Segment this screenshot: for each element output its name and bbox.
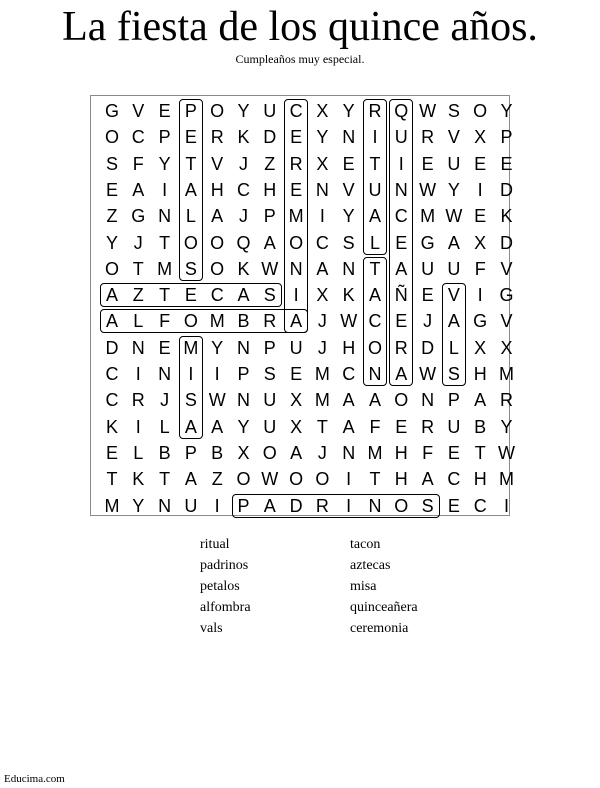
grid-letter: R xyxy=(210,127,224,148)
grid-letter: A xyxy=(395,258,408,279)
grid-letter: A xyxy=(237,285,250,306)
word-list-item: ritual xyxy=(200,537,230,552)
grid-letter: Y xyxy=(316,127,329,148)
grid-letter: A xyxy=(421,469,434,490)
grid-letter: C xyxy=(368,311,382,332)
grid-letter: D xyxy=(500,179,513,200)
grid-letter: X xyxy=(474,337,487,358)
grid-letter: J xyxy=(160,390,170,411)
grid-letter: E xyxy=(105,179,118,200)
grid-letter: S xyxy=(447,364,460,384)
grid-letter: R xyxy=(421,127,435,148)
grid-letter: O xyxy=(210,232,225,253)
grid-letter: I xyxy=(346,495,352,516)
grid-letter: P xyxy=(263,206,276,227)
grid-letter: O xyxy=(394,495,409,516)
grid-letter: Y xyxy=(237,416,250,437)
grid-letter: J xyxy=(317,337,327,358)
grid-letter: M xyxy=(183,337,199,358)
grid-letter: L xyxy=(133,442,144,463)
grid-letter: P xyxy=(237,364,250,384)
grid-letter: J xyxy=(317,442,327,463)
grid-letter: E xyxy=(395,232,408,253)
grid-letter: P xyxy=(263,337,276,358)
grid-letter: N xyxy=(131,337,145,358)
grid-letter: A xyxy=(263,232,276,253)
grid-letter: W xyxy=(498,442,515,463)
grid-letter: E xyxy=(421,153,434,174)
grid-letter: A xyxy=(290,442,303,463)
grid-letter: A xyxy=(395,364,408,384)
grid-letter: D xyxy=(500,232,513,253)
grid-letter: M xyxy=(314,364,330,384)
grid-letter: K xyxy=(500,206,513,227)
grid-letter: N xyxy=(237,337,250,358)
grid-letter: X xyxy=(500,337,513,358)
grid-letter: T xyxy=(106,469,118,490)
grid-letter: E xyxy=(474,206,487,227)
grid-letter: R xyxy=(315,495,329,516)
grid-letter: L xyxy=(448,337,459,358)
grid-letter: I xyxy=(372,127,378,148)
grid-letter: W xyxy=(419,364,437,384)
found-word-outline xyxy=(100,309,308,333)
grid-letter: E xyxy=(500,153,513,174)
grid-letter: T xyxy=(369,258,381,279)
grid-letter: C xyxy=(237,179,250,200)
word-list-item: aztecas xyxy=(350,558,391,573)
grid-letter: C xyxy=(131,127,145,148)
grid-letter: S xyxy=(342,232,355,253)
grid-letter: M xyxy=(420,206,436,227)
grid-letter: E xyxy=(342,153,355,174)
grid-letter: E xyxy=(421,285,434,306)
word-list-item: misa xyxy=(350,579,377,594)
grid-letter: M xyxy=(314,390,330,411)
grid-letter: W xyxy=(261,469,279,490)
grid-letter: N xyxy=(421,390,435,411)
grid-letter: H xyxy=(210,179,224,200)
grid-letter: Q xyxy=(236,232,251,253)
grid-letter: F xyxy=(369,416,381,437)
grid-letter: X xyxy=(316,153,329,174)
grid-letter: D xyxy=(289,495,303,516)
grid-letter: V xyxy=(500,311,513,332)
grid-letter: R xyxy=(263,311,277,332)
grid-letter: E xyxy=(395,416,408,437)
grid-letter: H xyxy=(394,442,408,463)
grid-letter: P xyxy=(184,442,197,463)
grid-letter: C xyxy=(105,390,119,411)
grid-letter: W xyxy=(445,206,463,227)
grid-letter: I xyxy=(188,364,194,384)
grid-letter: W xyxy=(208,390,226,411)
grid-letter: I xyxy=(293,285,299,306)
grid-letter: J xyxy=(239,153,248,174)
found-word-outline xyxy=(442,283,466,386)
grid-letter: T xyxy=(474,442,486,463)
grid-letter: J xyxy=(317,311,327,332)
grid-letter: N xyxy=(342,127,356,148)
grid-letter: K xyxy=(237,127,250,148)
grid-letter: C xyxy=(342,364,356,384)
grid-letter: E xyxy=(290,179,303,200)
grid-letter: C xyxy=(447,469,461,490)
word-list-item: quinceañera xyxy=(350,600,418,615)
grid-letter: E xyxy=(158,101,171,121)
grid-letter: X xyxy=(474,127,487,148)
grid-letter: X xyxy=(316,101,329,121)
grid-letter: O xyxy=(262,442,277,463)
grid-letter: W xyxy=(419,179,437,200)
grid-letter: A xyxy=(447,232,460,253)
grid-letter: W xyxy=(419,101,437,121)
grid-letter: T xyxy=(159,285,171,306)
grid-letter: T xyxy=(185,153,197,174)
word-search-grid xyxy=(90,95,515,516)
grid-letter: H xyxy=(394,469,408,490)
grid-letter: A xyxy=(368,390,381,411)
found-word-outline xyxy=(232,494,440,518)
grid-letter: A xyxy=(105,285,118,306)
grid-letter: R xyxy=(500,390,513,411)
grid-letter: J xyxy=(423,311,433,332)
grid-letter: Y xyxy=(158,153,171,174)
grid-letter: I xyxy=(319,206,325,227)
grid-letter: E xyxy=(447,495,460,516)
grid-letter: M xyxy=(367,442,383,463)
grid-letter: R xyxy=(131,390,145,411)
grid-letter: A xyxy=(447,311,460,332)
word-list-item: petalos xyxy=(200,579,240,594)
grid-letter: U xyxy=(263,101,277,121)
grid-letter: Z xyxy=(132,285,144,306)
grid-letter: T xyxy=(369,153,381,174)
grid-letter: W xyxy=(340,311,358,332)
found-word-outline xyxy=(363,257,387,386)
found-word-outline xyxy=(100,283,282,307)
grid-letter: C xyxy=(315,232,329,253)
grid-letter: Y xyxy=(237,101,250,121)
grid-letter: E xyxy=(290,127,303,148)
grid-letter: M xyxy=(499,364,514,384)
grid-letter: S xyxy=(184,258,197,279)
grid-letter: T xyxy=(316,416,328,437)
grid-letter: V xyxy=(447,127,460,148)
grid-letter: V xyxy=(132,101,145,121)
grid-letter: U xyxy=(263,416,277,437)
grid-letter: A xyxy=(184,469,197,490)
grid-letter: U xyxy=(263,390,277,411)
grid-letter: K xyxy=(237,258,250,279)
grid-letter: T xyxy=(369,469,381,490)
grid-letter: U xyxy=(421,258,435,279)
grid-letter: Y xyxy=(105,232,118,253)
grid-letter: S xyxy=(263,364,276,384)
grid-letter: U xyxy=(447,416,461,437)
grid-letter: H xyxy=(473,364,487,384)
grid-letter: A xyxy=(368,206,381,227)
grid-letter: K xyxy=(105,416,118,437)
grid-letter: E xyxy=(290,364,303,384)
grid-letter: M xyxy=(157,258,173,279)
grid-letter: M xyxy=(104,495,120,516)
grid-letter: E xyxy=(474,153,487,174)
grid-letter: A xyxy=(342,416,355,437)
grid-letter: G xyxy=(473,311,488,332)
grid-letter: L xyxy=(133,311,144,332)
grid-letter: O xyxy=(289,469,304,490)
grid-letter: F xyxy=(474,258,486,279)
grid-letter: P xyxy=(447,390,460,411)
grid-letter: O xyxy=(104,258,119,279)
grid-letter: O xyxy=(367,337,382,358)
grid-letter: V xyxy=(447,285,460,306)
grid-letter: N xyxy=(158,206,172,227)
grid-letter: U xyxy=(184,495,198,516)
grid-letter: A xyxy=(368,285,381,306)
grid-letter: M xyxy=(209,311,225,332)
grid-letter: Y xyxy=(500,101,513,121)
grid-letter: P xyxy=(237,495,250,516)
grid-letter: Z xyxy=(264,153,276,174)
grid-letter: A xyxy=(342,390,355,411)
grid-letter: F xyxy=(159,311,171,332)
grid-letter: X xyxy=(474,232,487,253)
grid-letter: Y xyxy=(342,101,355,121)
grid-letter: N xyxy=(368,364,382,384)
grid-letter: I xyxy=(477,285,483,306)
grid-letter: T xyxy=(132,258,144,279)
grid-letter: D xyxy=(105,337,119,358)
grid-letter: Y xyxy=(211,337,224,358)
grid-letter: B xyxy=(474,416,487,437)
grid-letter: K xyxy=(132,469,145,490)
grid-letter: I xyxy=(135,364,141,384)
grid-letter: E xyxy=(184,285,197,306)
page-title: La fiesta de los quince años. xyxy=(62,4,538,50)
grid-letter: I xyxy=(477,179,483,200)
grid-letter: H xyxy=(342,337,356,358)
grid-letter: Ñ xyxy=(394,285,408,306)
grid-letter: I xyxy=(214,364,220,384)
grid-letter: S xyxy=(263,285,276,306)
grid-letter: G xyxy=(499,285,514,306)
grid-letter: Y xyxy=(342,206,355,227)
footer-site-name: Educima.com xyxy=(4,773,65,785)
grid-letter: C xyxy=(473,495,487,516)
grid-letter: J xyxy=(239,206,248,227)
grid-letter: A xyxy=(105,311,118,332)
grid-letter: X xyxy=(316,285,329,306)
grid-letter: B xyxy=(158,442,171,463)
grid-letter: N xyxy=(342,258,356,279)
grid-letter: O xyxy=(473,101,488,121)
grid-letter: H xyxy=(473,469,487,490)
grid-letter: A xyxy=(184,179,197,200)
found-word-outline xyxy=(179,336,203,439)
grid-letter: B xyxy=(211,442,224,463)
grid-letter: I xyxy=(503,495,509,516)
grid-letter: H xyxy=(263,179,277,200)
grid-letter: G xyxy=(420,232,435,253)
grid-letter: R xyxy=(368,101,382,121)
grid-letter: K xyxy=(342,285,355,306)
grid-letter: O xyxy=(210,101,225,121)
grid-letter: E xyxy=(105,442,118,463)
grid-letter: Z xyxy=(106,206,118,227)
grid-letter: U xyxy=(394,127,408,148)
grid-letter: C xyxy=(210,285,224,306)
grid-letter: U xyxy=(447,258,461,279)
grid-letter: U xyxy=(368,179,382,200)
grid-letter: M xyxy=(288,206,304,227)
word-list-item: ceremonia xyxy=(350,621,409,636)
grid-letter: S xyxy=(105,153,118,174)
grid-letter: C xyxy=(289,101,303,121)
grid-letter: A xyxy=(263,495,276,516)
grid-letter: L xyxy=(159,416,170,437)
grid-letter: N xyxy=(394,179,408,200)
grid-letter: E xyxy=(158,337,171,358)
grid-letter: Y xyxy=(500,416,513,437)
found-word-outline xyxy=(363,99,387,255)
word-list-item: tacon xyxy=(350,537,381,552)
grid-letter: L xyxy=(185,206,196,227)
grid-letter: V xyxy=(500,258,513,279)
grid-letter: S xyxy=(421,495,434,516)
grid-letter: N xyxy=(315,179,329,200)
grid-letter: A xyxy=(290,311,303,332)
grid-letter: Y xyxy=(447,179,460,200)
grid-letter: M xyxy=(499,469,514,490)
grid-letter: E xyxy=(395,311,408,332)
grid-letter: I xyxy=(398,153,404,174)
grid-letter: E xyxy=(184,127,197,148)
grid-letter: O xyxy=(183,232,198,253)
grid-letter: I xyxy=(162,179,168,200)
grid-letter: W xyxy=(261,258,279,279)
grid-letter: D xyxy=(263,127,277,148)
page-subtitle: Cumpleaños muy especial. xyxy=(235,52,365,66)
grid-letter: P xyxy=(500,127,513,148)
grid-letter: I xyxy=(135,416,141,437)
grid-letter: A xyxy=(184,416,197,437)
grid-letter: V xyxy=(211,153,224,174)
grid-letter: F xyxy=(422,442,434,463)
grid-letter: N xyxy=(342,442,356,463)
grid-letter: S xyxy=(447,101,460,121)
grid-letter: C xyxy=(105,364,119,384)
grid-letter: S xyxy=(184,390,197,411)
grid-letter: Z xyxy=(211,469,223,490)
grid-letter: O xyxy=(183,311,198,332)
grid-letter: D xyxy=(421,337,435,358)
grid-letter: A xyxy=(316,258,329,279)
grid-letter: O xyxy=(289,232,304,253)
grid-letter: N xyxy=(237,390,250,411)
found-word-outline xyxy=(389,99,413,386)
grid-letter: G xyxy=(131,206,146,227)
grid-letter: A xyxy=(132,179,145,200)
grid-letter: P xyxy=(158,127,171,148)
grid-letter: Q xyxy=(394,101,409,121)
grid-letter: N xyxy=(158,495,172,516)
grid-letter: A xyxy=(211,206,224,227)
word-list-item: vals xyxy=(200,621,223,636)
grid-letter: O xyxy=(104,127,119,148)
grid-letter: Y xyxy=(132,495,145,516)
grid-letter: V xyxy=(342,179,355,200)
grid-letter: L xyxy=(369,232,380,253)
grid-letter: A xyxy=(211,416,224,437)
found-word-outline xyxy=(179,99,203,281)
grid-letter: N xyxy=(289,258,303,279)
grid-letter: J xyxy=(133,232,143,253)
grid-letter: X xyxy=(290,390,303,411)
grid-letter: A xyxy=(474,390,487,411)
grid-letter: R xyxy=(421,416,435,437)
grid-letter: C xyxy=(394,206,408,227)
grid-letter: X xyxy=(290,416,303,437)
letter-grid xyxy=(91,96,515,516)
grid-letter: F xyxy=(132,153,144,174)
grid-letter: T xyxy=(159,232,171,253)
grid-letter: O xyxy=(210,258,225,279)
word-list-item: padrinos xyxy=(200,558,249,573)
word-list-item: alfombra xyxy=(200,600,251,615)
grid-letter: E xyxy=(447,442,460,463)
grid-letter: P xyxy=(184,101,197,121)
found-word-outline xyxy=(284,99,308,333)
grid-letter: N xyxy=(368,495,382,516)
grid-letter: X xyxy=(237,442,250,463)
grid-letter: U xyxy=(289,337,303,358)
grid-letter: I xyxy=(214,495,220,516)
grid-letter: B xyxy=(237,311,250,332)
grid-letter: I xyxy=(346,469,352,490)
grid-letter: R xyxy=(394,337,408,358)
grid-letter: O xyxy=(394,390,409,411)
grid-letter: O xyxy=(315,469,330,490)
grid-letter: N xyxy=(158,364,172,384)
grid-letter: R xyxy=(289,153,303,174)
grid-letter: T xyxy=(159,469,171,490)
grid-letter: U xyxy=(447,153,461,174)
grid-letter: O xyxy=(236,469,251,490)
grid-letter: G xyxy=(104,101,119,121)
